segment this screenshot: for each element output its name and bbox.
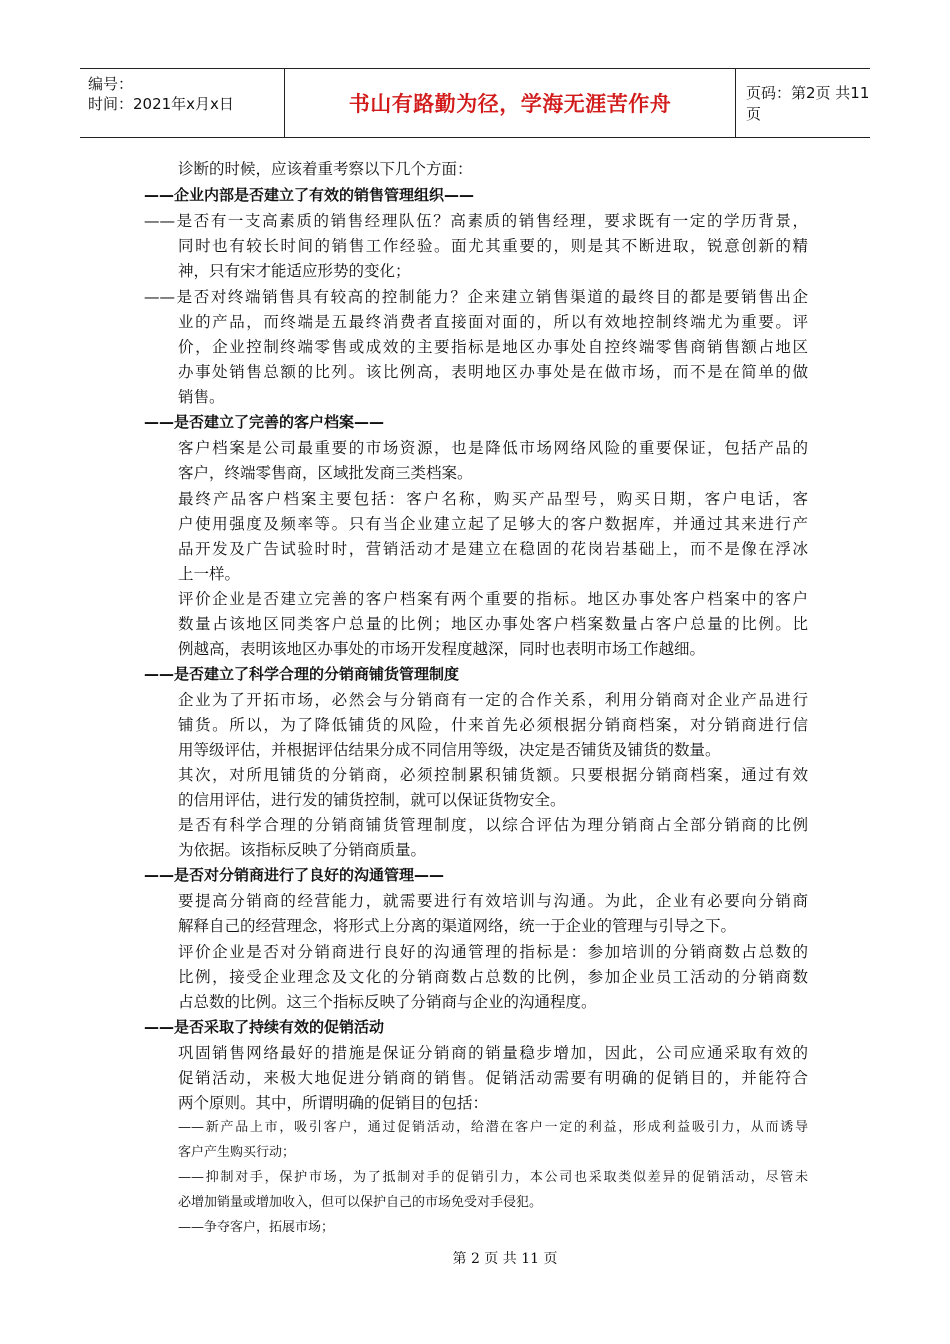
body-line: 诊断的时候，应该着重考察以下几个方面： (178, 160, 473, 178)
section-heading: ——是否对分销商进行了良好的沟通管理—— (144, 866, 445, 884)
body-line: 客户，终端零售商，区域批发商三类档案。 (178, 464, 473, 482)
body-line: 用等级评估，并根据评估结果分成不同信用等级，决定是否铺货及铺货的数量。 (178, 741, 721, 759)
body-line: 比例，接受企业理念及文化的分销商数占总数的比例，参加企业员工活动的分销商数 (178, 968, 808, 986)
body-line: 其次，对所甩铺货的分销商，必须控制累积铺货额。只要根据分销商档案，通过有效 (178, 766, 808, 784)
body-line: 要提高分销商的经营能力，就需要进行有效培训与沟通。为此，企业有必要向分销商 (178, 892, 808, 910)
body-line: 企业为了开拓市场，必然会与分销商有一定的合作关系，利用分销商对企业产品进行 (178, 691, 808, 709)
body-line: 户使用强度及频率等。只有当企业建立起了足够大的客户数据库，并通过其来进行产 (178, 515, 808, 533)
document-time-label: 时间：2021年x月x日 (88, 95, 234, 113)
body-line: 数量占该地区同类客户总量的比例；地区办事处客户档案数量占客户总量的比例。比 (178, 615, 808, 633)
header-motto: 书山有路勤为径，学海无涯苦作舟 (285, 69, 736, 137)
section-heading: ——企业内部是否建立了有效的销售管理组织—— (144, 186, 475, 204)
body-line: 的信用评估，进行发的铺货控制，就可以保证货物安全。 (178, 791, 566, 809)
body-line: 例越高，表明该地区办事处的市场开发程度越深，同时也表明市场工作越细。 (178, 640, 706, 658)
body-line: 为依据。该指标反映了分销商质量。 (178, 841, 427, 859)
page-header (80, 68, 870, 138)
header-page-info: 页码：第2页 共11页 (746, 84, 870, 123)
body-line-small: 必增加销量或增加收入，但可以保护自己的市场免受对手侵犯。 (178, 1195, 543, 1210)
body-line: 客户档案是公司最重要的市场资源，也是降低市场网络风险的重要保证，包括产品的 (178, 439, 808, 457)
body-line: 品开发及广告试验时时，营销活动才是建立在稳固的花岗岩基础上，而不是像在浮冰 (178, 540, 808, 558)
body-line-small: 客户产生购买行动； (178, 1145, 296, 1160)
body-line: ——是否有一支高素质的销售经理队伍？高素质的销售经理，要求既有一定的学历背景， (144, 212, 808, 230)
section-heading: ——是否采取了持续有效的促销活动 (144, 1018, 385, 1036)
body-line: 解释自己的经营理念，将形式上分离的渠道网络，统一于企业的管理与引导之下。 (178, 917, 737, 935)
body-line: 评价企业是否建立完善的客户档案有两个重要的指标。地区办事处客户档案中的客户 (178, 590, 808, 608)
body-line-small: ——新产品上市，吸引客户，通过促销活动，给潜在客户一定的利益，形成利益吸引力，从而诱导 (178, 1120, 808, 1135)
page-footer: 第 2 页 共 11 页 (452, 1251, 558, 1267)
body-line: 上一样。 (178, 565, 241, 583)
body-line: 促销活动，来极大地促进分销商的销售。促销活动需要有明确的促销目的，并能符合 (178, 1069, 808, 1087)
body-line: 巩固销售网络最好的措施是保证分销商的销量稳步增加，因此，公司应通采取有效的 (178, 1044, 808, 1062)
body-line: 同时也有较长时间的销售工作经验。面尤其重要的，则是其不断进取，锐意创新的精 (178, 237, 808, 255)
body-line: 评价企业是否对分销商进行良好的沟通管理的指标是：参加培训的分销商数占总数的 (178, 943, 808, 961)
body-line-small: ——争夺客户，拓展市场； (178, 1220, 335, 1235)
body-line: 神，只有宋才能适应形势的变化； (178, 262, 411, 280)
body-line: 办事处销售总额的比列。该比例高，表明地区办事处是在做市场，而不是在简单的做 (178, 363, 808, 381)
body-line: 价，企业控制终端零售或成效的主要指标是地区办事处自控终端零售商销售额占地区 (178, 338, 808, 356)
body-line: 铺货。所以，为了降低铺货的风险，什来首先必须根据分销商档案，对分销商进行信 (178, 716, 808, 734)
body-line: 两个原则。其中，所谓明确的促销目的包括： (178, 1094, 489, 1112)
body-line: 是否有科学合理的分销商铺货管理制度，以综合评估为理分销商占全部分销商的比例 (178, 816, 808, 834)
document-code-label: 编号： (88, 75, 134, 93)
body-line: 销售。 (178, 388, 225, 406)
body-line: 最终产品客户档案主要包括：客户名称，购买产品型号，购买日期，客户电话，客 (178, 490, 808, 508)
body-line-small: ——抑制对手，保护市场，为了抵制对手的促销引力，本公司也采取类似差异的促销活动，尽管未 (178, 1170, 808, 1185)
section-heading: ——是否建立了完善的客户档案—— (144, 413, 385, 431)
body-line: 业的产品，而终端是五最终消费者直接面对面的，所以有效地控制终端尤为重要。评 (178, 313, 808, 331)
section-heading: ——是否建立了科学合理的分销商铺货管理制度 (144, 665, 460, 683)
header-meta-cell (80, 69, 285, 137)
body-line: 占总数的比例。这三个指标反映了分销商与企业的沟通程度。 (178, 993, 597, 1011)
body-line: ——是否对终端销售具有较高的控制能力？企来建立销售渠道的最终目的都是要销售出企 (144, 288, 808, 306)
